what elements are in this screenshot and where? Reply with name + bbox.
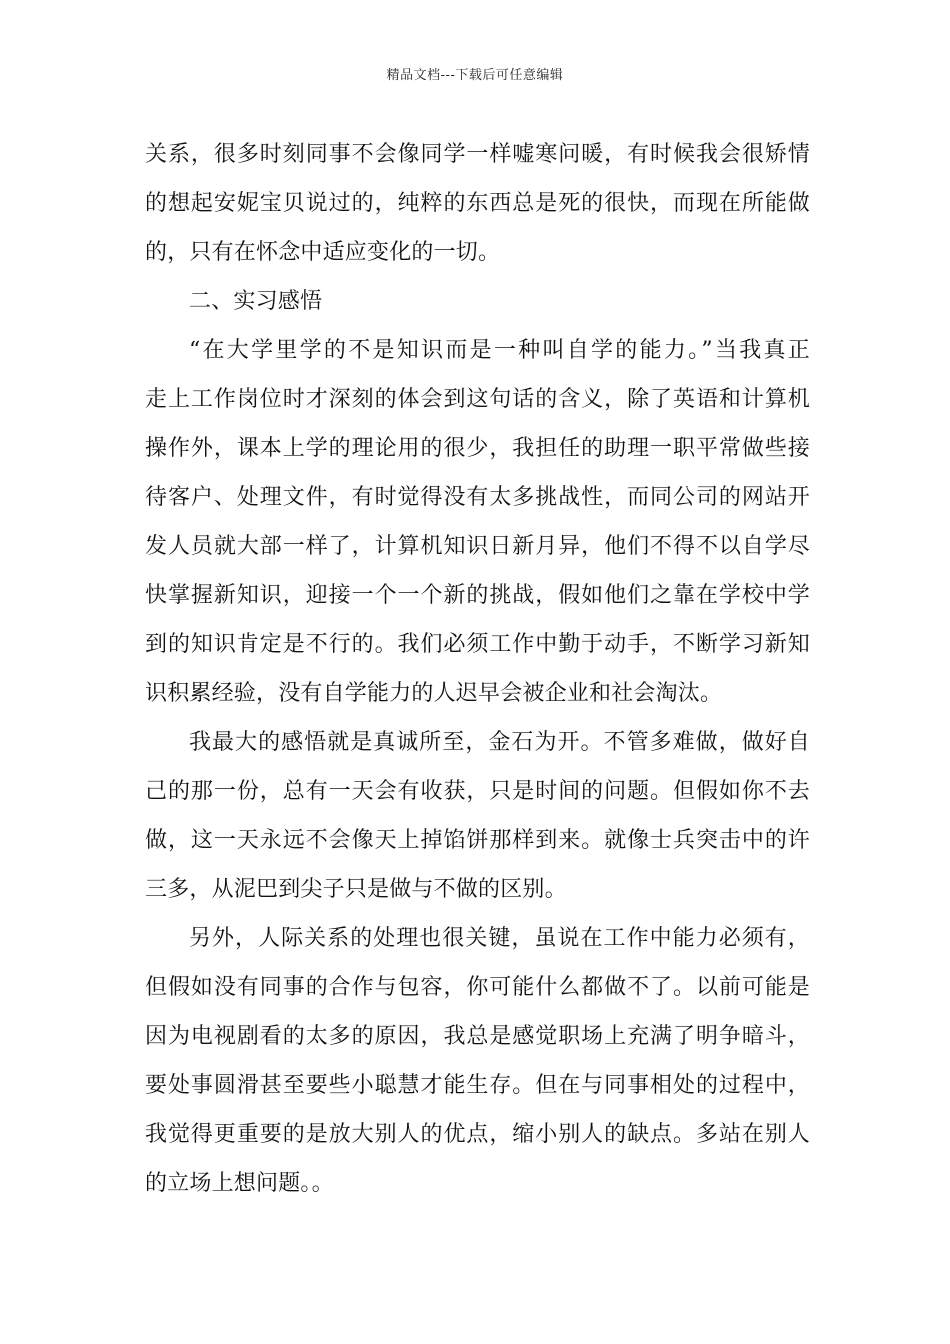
paragraph-4-line-6: 的立场上想问题。。 [145,1171,334,1196]
paragraph-3-line-2: 己的那一份，总有一天会有收获，只是时间的问题。但假如你不去 [145,779,810,804]
paragraph-2-line-8: 识积累经验，没有自学能力的人迟早会被企业和社会淘汰。 [145,681,723,706]
page-header: 精品文档---下载后可任意编辑 [386,68,564,83]
paragraph-3-line-1: 我最大的感悟就是真诚所至，金石为开。不管多难做，做好自 [189,730,810,755]
section-heading: 二、实习感悟 [189,289,323,314]
paragraph-2-line-1: “在大学里学的不是知识而是一种叫自学的能力。”当我真正 [189,338,810,363]
paragraph-2-line-3: 操作外，课本上学的理论用的很少，我担任的助理一职平常做些接 [145,436,810,461]
paragraph-1-line-1: 关系，很多时刻同事不会像同学一样嘘寒问暖，有时候我会很矫情 [145,142,810,167]
paragraph-2-line-6: 快掌握新知识，迎接一个一个新的挑战，假如他们之靠在学校中学 [145,583,810,608]
paragraph-3-line-3: 做，这一天永远不会像天上掉馅饼那样到来。就像士兵突击中的许 [145,828,810,853]
paragraph-3-line-4: 三多，从泥巴到尖子只是做与不做的区别。 [145,877,567,902]
paragraph-1-line-2: 的想起安妮宝贝说过的，纯粹的东西总是死的很快，而现在所能做 [145,191,810,216]
paragraph-4-line-3: 因为电视剧看的太多的原因，我总是感觉职场上充满了明争暗斗， [145,1024,810,1049]
paragraph-2-line-7: 到的知识肯定是不行的。我们必须工作中勤于动手，不断学习新知 [145,632,810,657]
paragraph-2-line-2: 走上工作岗位时才深刻的体会到这句话的含义，除了英语和计算机 [145,387,810,412]
paragraph-4-line-1: 另外，人际关系的处理也很关键，虽说在工作中能力必须有， [189,926,810,951]
paragraph-1-line-3: 的，只有在怀念中适应变化的一切。 [145,240,501,265]
paragraph-4-line-2: 但假如没有同事的合作与包容，你可能什么都做不了。以前可能是 [145,975,810,1000]
paragraph-2-line-5: 发人员就大部一样了，计算机知识日新月异，他们不得不以自学尽 [145,534,810,559]
paragraph-4-line-5: 我觉得更重要的是放大别人的优点，缩小别人的缺点。多站在别人 [145,1122,810,1147]
paragraph-2-line-4: 待客户、处理文件，有时觉得没有太多挑战性，而同公司的网站开 [145,485,810,510]
paragraph-4-line-4: 要处事圆滑甚至要些小聪慧才能生存。但在与同事相处的过程中， [145,1073,810,1098]
document-body [145,130,810,1208]
